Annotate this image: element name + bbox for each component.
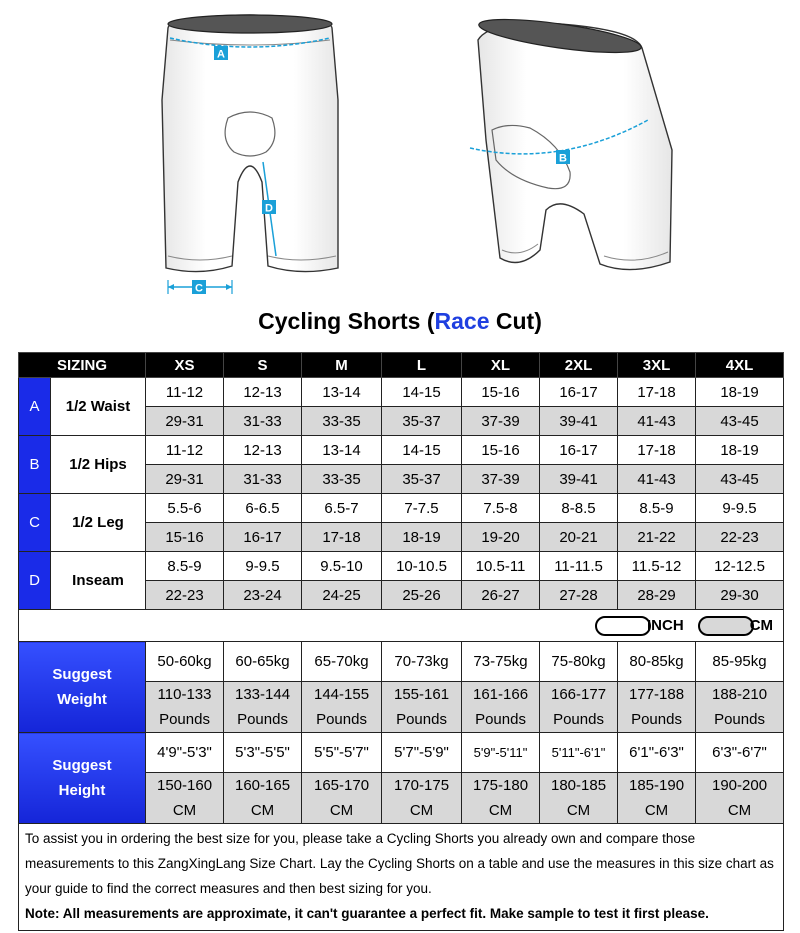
height-ft-cell: 5'11"-6'1" bbox=[540, 733, 618, 773]
cm-cell: 35-37 bbox=[382, 465, 462, 494]
height-cm-value: 175-180 bbox=[472, 777, 529, 794]
height-ft-cell: 4'9"-5'3" bbox=[146, 733, 224, 773]
weight-kg-cell: 80-85kg bbox=[618, 642, 696, 682]
inch-cell: 8.5-9 bbox=[618, 494, 696, 523]
legend-row bbox=[19, 610, 784, 642]
note-cell bbox=[19, 824, 784, 931]
inch-cell: 16-17 bbox=[540, 378, 618, 407]
inch-cell: 14-15 bbox=[382, 378, 462, 407]
cm-cell: 27-28 bbox=[540, 581, 618, 610]
weight-lb-cell bbox=[618, 682, 696, 733]
weight-lb-unit: Pounds bbox=[396, 711, 447, 728]
suggest-weight-label bbox=[19, 642, 146, 733]
svg-text:D: D bbox=[265, 202, 273, 215]
cm-cell: 43-45 bbox=[696, 465, 784, 494]
group-letter: C bbox=[19, 494, 51, 552]
legend-cm-label: CM bbox=[749, 617, 774, 634]
inch-cell: 8.5-9 bbox=[146, 552, 224, 581]
height-cm-cell bbox=[696, 773, 784, 824]
header-size: S bbox=[224, 353, 302, 378]
weight-lb-cell bbox=[382, 682, 462, 733]
inch-cell: 6-6.5 bbox=[224, 494, 302, 523]
cm-cell: 21-22 bbox=[618, 523, 696, 552]
inch-cell: 14-15 bbox=[382, 436, 462, 465]
cm-cell: 43-45 bbox=[696, 407, 784, 436]
cm-cell: 28-29 bbox=[618, 581, 696, 610]
height-cm-unit: CM bbox=[644, 802, 669, 819]
cm-cell: 29-31 bbox=[146, 465, 224, 494]
weight-kg-cell: 85-95kg bbox=[696, 642, 784, 682]
back-label-b bbox=[556, 150, 570, 165]
inch-cell: 11.5-12 bbox=[618, 552, 696, 581]
cm-swatch-icon bbox=[698, 616, 754, 636]
header-size: 4XL bbox=[696, 353, 784, 378]
weight-lb-value: 161-166 bbox=[472, 686, 529, 703]
cm-cell: 17-18 bbox=[302, 523, 382, 552]
height-ft-cell: 5'3"-5'5" bbox=[224, 733, 302, 773]
weight-lb-unit: Pounds bbox=[631, 711, 682, 728]
cm-cell: 20-21 bbox=[540, 523, 618, 552]
weight-lb-unit: Pounds bbox=[714, 711, 765, 728]
table-row bbox=[19, 378, 784, 407]
group-letter: D bbox=[19, 552, 51, 610]
inch-cell: 17-18 bbox=[618, 378, 696, 407]
group-label: Inseam bbox=[51, 552, 146, 610]
legend-inch-label: INCH bbox=[647, 617, 684, 634]
height-cm-unit: CM bbox=[566, 802, 591, 819]
height-cm-cell bbox=[462, 773, 540, 824]
weight-lb-value: 188-210 bbox=[711, 686, 768, 703]
weight-lb-unit: Pounds bbox=[237, 711, 288, 728]
table-row bbox=[19, 642, 784, 682]
note-bold-text: Note: All measurements are approximate, it can't guarantee a perfect fit. Make sample to test it first please. bbox=[25, 906, 709, 921]
inch-cell: 12-13 bbox=[224, 436, 302, 465]
weight-lb-unit: Pounds bbox=[553, 711, 604, 728]
height-cm-value: 180-185 bbox=[550, 777, 607, 794]
inch-cell: 11-12 bbox=[146, 378, 224, 407]
weight-kg-cell: 65-70kg bbox=[302, 642, 382, 682]
inch-cell: 15-16 bbox=[462, 378, 540, 407]
inch-cell: 13-14 bbox=[302, 436, 382, 465]
height-cm-value: 150-160 bbox=[156, 777, 213, 794]
weight-lb-unit: Pounds bbox=[316, 711, 367, 728]
cm-cell: 33-35 bbox=[302, 465, 382, 494]
height-cm-value: 160-165 bbox=[234, 777, 291, 794]
weight-lb-cell bbox=[224, 682, 302, 733]
header-size: XL bbox=[462, 353, 540, 378]
height-cm-unit: CM bbox=[409, 802, 434, 819]
svg-text:A: A bbox=[217, 48, 225, 61]
legend-inch bbox=[595, 616, 684, 636]
height-cm-cell bbox=[302, 773, 382, 824]
header-size: XS bbox=[146, 353, 224, 378]
weight-kg-cell: 70-73kg bbox=[382, 642, 462, 682]
height-ft-cell: 6'1"-6'3" bbox=[618, 733, 696, 773]
weight-kg-cell: 75-80kg bbox=[540, 642, 618, 682]
note-text: To assist you in ordering the best size for you, please take a Cycling Shorts you already own and compare those measurements to this ZangXingLang Size Chart. Lay the Cycling Shorts on a table and use the measures in this size chart as your guide to find the correct measures and then best sizing for you. bbox=[25, 831, 774, 896]
cm-cell: 31-33 bbox=[224, 465, 302, 494]
cm-cell: 37-39 bbox=[462, 465, 540, 494]
height-cm-value: 165-170 bbox=[313, 777, 370, 794]
height-ft-cell: 6'3"-6'7" bbox=[696, 733, 784, 773]
inch-swatch-icon bbox=[595, 616, 651, 636]
height-ft-cell: 5'7"-5'9" bbox=[382, 733, 462, 773]
cm-cell: 37-39 bbox=[462, 407, 540, 436]
weight-kg-cell: 50-60kg bbox=[146, 642, 224, 682]
group-letter: B bbox=[19, 436, 51, 494]
cm-cell: 24-25 bbox=[302, 581, 382, 610]
height-cm-unit: CM bbox=[250, 802, 275, 819]
header-size: 3XL bbox=[618, 353, 696, 378]
suggest-height-line1: Suggest bbox=[52, 757, 112, 774]
cm-cell: 41-43 bbox=[618, 465, 696, 494]
height-ft-cell: 5'9"-5'11" bbox=[462, 733, 540, 773]
inch-cell: 9.5-10 bbox=[302, 552, 382, 581]
table-row bbox=[19, 733, 784, 773]
inch-cell: 7.5-8 bbox=[462, 494, 540, 523]
cm-cell: 19-20 bbox=[462, 523, 540, 552]
suggest-weight-line2: Weight bbox=[57, 691, 107, 708]
inch-cell: 18-19 bbox=[696, 378, 784, 407]
weight-lb-unit: Pounds bbox=[475, 711, 526, 728]
cm-cell: 39-41 bbox=[540, 407, 618, 436]
size-chart-table bbox=[18, 352, 784, 931]
weight-kg-cell: 73-75kg bbox=[462, 642, 540, 682]
weight-lb-cell bbox=[462, 682, 540, 733]
front-label-d bbox=[262, 200, 276, 215]
cm-cell: 29-31 bbox=[146, 407, 224, 436]
inch-cell: 15-16 bbox=[462, 436, 540, 465]
header-sizing: SIZING bbox=[19, 353, 146, 378]
front-label-a bbox=[214, 46, 228, 61]
height-ft-cell: 5'5"-5'7" bbox=[302, 733, 382, 773]
title-suffix: Cut) bbox=[489, 308, 542, 334]
title-prefix: Cycling Shorts ( bbox=[258, 308, 435, 334]
inch-cell: 17-18 bbox=[618, 436, 696, 465]
cm-cell: 41-43 bbox=[618, 407, 696, 436]
cm-cell: 31-33 bbox=[224, 407, 302, 436]
note-row bbox=[19, 824, 784, 931]
group-label: 1/2 Leg bbox=[51, 494, 146, 552]
height-cm-unit: CM bbox=[727, 802, 752, 819]
table-row bbox=[19, 494, 784, 523]
height-cm-value: 190-200 bbox=[711, 777, 768, 794]
shorts-illustrations bbox=[0, 0, 800, 300]
height-cm-cell bbox=[618, 773, 696, 824]
height-cm-cell bbox=[224, 773, 302, 824]
inch-cell: 16-17 bbox=[540, 436, 618, 465]
inch-cell: 12-13 bbox=[224, 378, 302, 407]
cm-cell: 22-23 bbox=[696, 523, 784, 552]
suggest-height-line2: Height bbox=[58, 782, 106, 799]
weight-lb-value: 144-155 bbox=[313, 686, 370, 703]
inch-cell: 10.5-11 bbox=[462, 552, 540, 581]
header-size: M bbox=[302, 353, 382, 378]
header-size: 2XL bbox=[540, 353, 618, 378]
legend-cell bbox=[19, 610, 784, 642]
table-row bbox=[19, 436, 784, 465]
legend-cm bbox=[698, 616, 773, 636]
weight-kg-cell: 60-65kg bbox=[224, 642, 302, 682]
suggest-height-label bbox=[19, 733, 146, 824]
cm-cell: 16-17 bbox=[224, 523, 302, 552]
inch-cell: 6.5-7 bbox=[302, 494, 382, 523]
table-row bbox=[19, 552, 784, 581]
inch-cell: 10-10.5 bbox=[382, 552, 462, 581]
front-label-c bbox=[192, 280, 206, 295]
inch-cell: 11-12 bbox=[146, 436, 224, 465]
inch-cell: 11-11.5 bbox=[540, 552, 618, 581]
group-label: 1/2 Hips bbox=[51, 436, 146, 494]
suggest-weight-line1: Suggest bbox=[52, 666, 112, 683]
weight-lb-cell bbox=[302, 682, 382, 733]
title-accent: Race bbox=[434, 308, 490, 334]
svg-text:B: B bbox=[559, 152, 567, 165]
size-header-row bbox=[19, 353, 784, 378]
group-label: 1/2 Waist bbox=[51, 378, 146, 436]
cm-cell: 35-37 bbox=[382, 407, 462, 436]
weight-lb-value: 155-161 bbox=[393, 686, 450, 703]
inch-cell: 9-9.5 bbox=[224, 552, 302, 581]
inch-cell: 7-7.5 bbox=[382, 494, 462, 523]
weight-lb-value: 177-188 bbox=[628, 686, 685, 703]
inch-cell: 13-14 bbox=[302, 378, 382, 407]
inch-cell: 5.5-6 bbox=[146, 494, 224, 523]
height-cm-cell bbox=[382, 773, 462, 824]
weight-lb-cell bbox=[146, 682, 224, 733]
svg-text:C: C bbox=[195, 282, 203, 295]
inch-cell: 12-12.5 bbox=[696, 552, 784, 581]
back-view-shorts bbox=[470, 13, 672, 270]
height-cm-unit: CM bbox=[172, 802, 197, 819]
header-size: L bbox=[382, 353, 462, 378]
cm-cell: 15-16 bbox=[146, 523, 224, 552]
cm-cell: 23-24 bbox=[224, 581, 302, 610]
height-cm-value: 170-175 bbox=[393, 777, 450, 794]
height-cm-value: 185-190 bbox=[628, 777, 685, 794]
height-cm-unit: CM bbox=[488, 802, 513, 819]
weight-lb-value: 166-177 bbox=[550, 686, 607, 703]
weight-lb-cell bbox=[540, 682, 618, 733]
weight-lb-cell bbox=[696, 682, 784, 733]
page-title bbox=[0, 308, 800, 335]
cm-cell: 29-30 bbox=[696, 581, 784, 610]
inch-cell: 8-8.5 bbox=[540, 494, 618, 523]
inch-cell: 9-9.5 bbox=[696, 494, 784, 523]
height-cm-unit: CM bbox=[329, 802, 354, 819]
height-cm-cell bbox=[540, 773, 618, 824]
cm-cell: 18-19 bbox=[382, 523, 462, 552]
front-view-shorts bbox=[162, 15, 338, 294]
cm-cell: 25-26 bbox=[382, 581, 462, 610]
cm-cell: 33-35 bbox=[302, 407, 382, 436]
cm-cell: 26-27 bbox=[462, 581, 540, 610]
cm-cell: 39-41 bbox=[540, 465, 618, 494]
inch-cell: 18-19 bbox=[696, 436, 784, 465]
group-letter: A bbox=[19, 378, 51, 436]
cm-cell: 22-23 bbox=[146, 581, 224, 610]
weight-lb-value: 110-133 bbox=[157, 686, 212, 703]
weight-lb-value: 133-144 bbox=[234, 686, 291, 703]
height-cm-cell bbox=[146, 773, 224, 824]
weight-lb-unit: Pounds bbox=[159, 711, 210, 728]
